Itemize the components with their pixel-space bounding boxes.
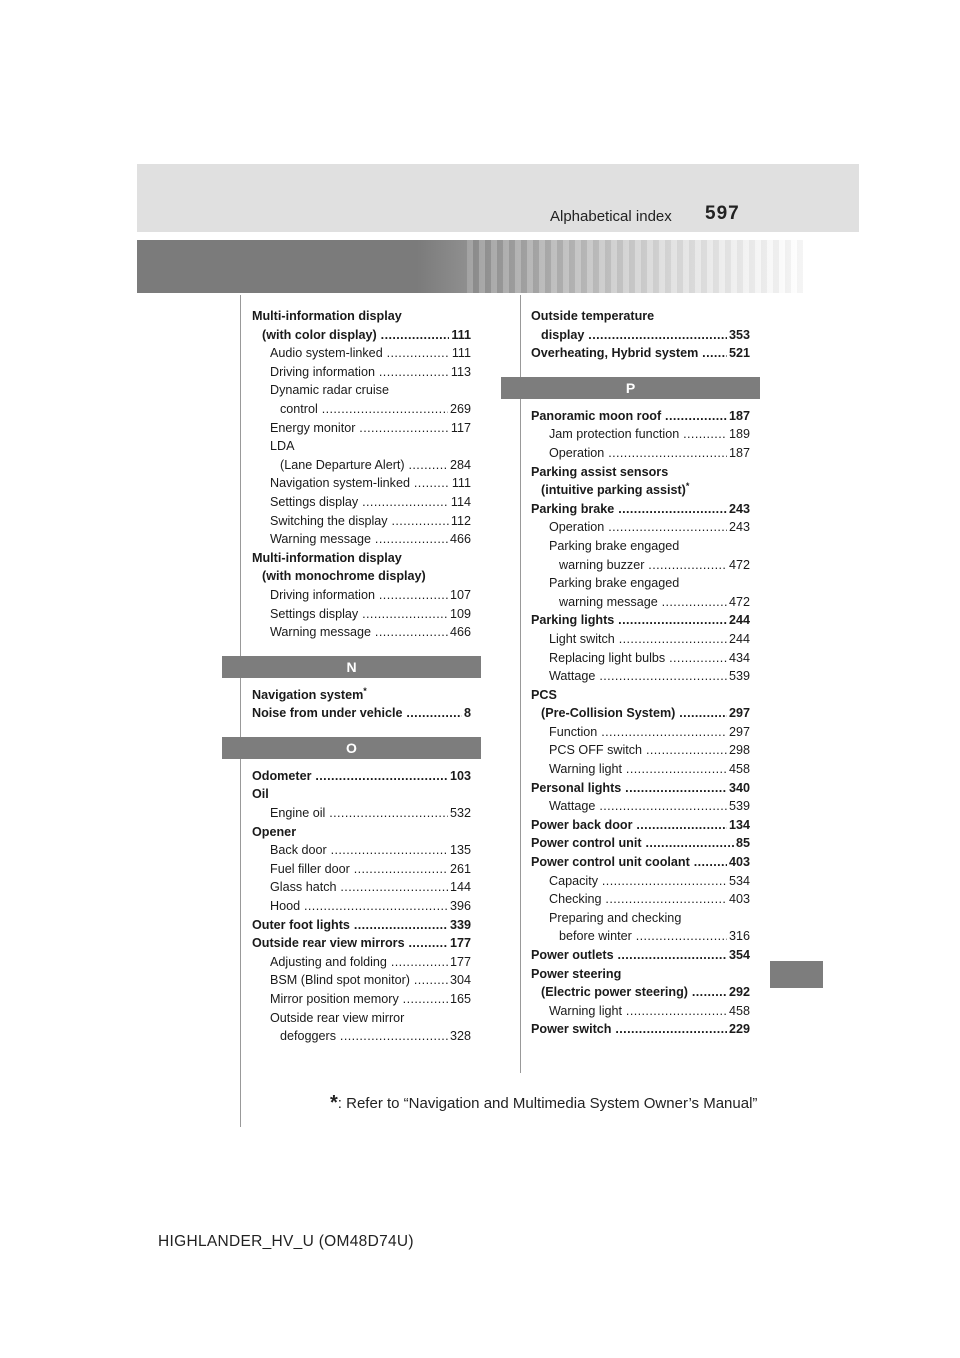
index-page-number: 297 (727, 723, 750, 742)
index-page-number: 284 (448, 456, 471, 475)
index-page-number: 112 (449, 512, 471, 531)
index-entry (252, 1009, 471, 1028)
index-entry-text: (with color display) (262, 327, 377, 342)
index-entry-text: Power control unit coolant (531, 855, 690, 870)
index-entry-text: Driving information (270, 587, 375, 602)
index-entry-text: Light switch (549, 631, 615, 646)
index-entry-text: Outside rear view mirrors (252, 936, 405, 951)
index-entry-text: Capacity (549, 873, 598, 888)
index-page-number: 403 (727, 890, 750, 909)
index-entry-text: Noise from under vehicle (252, 706, 403, 721)
index-entry-text: Back door (270, 843, 327, 858)
index-entry (252, 785, 471, 804)
index-entry-text: Function (549, 724, 598, 739)
index-entry (252, 953, 471, 972)
index-entry-text: Operation (549, 445, 605, 460)
index-entry-text: Power steering (531, 966, 622, 981)
index-entry-text: Warning light (549, 1003, 623, 1018)
index-entry-text: LDA (270, 439, 295, 454)
index-entry (531, 649, 750, 668)
index-entry (252, 530, 471, 549)
index-entry-text: Energy monitor (270, 420, 356, 435)
index-page-number: 396 (448, 897, 471, 916)
index-page-number: 534 (727, 872, 750, 891)
index-page-number: 111 (450, 344, 471, 363)
index-entry (531, 593, 750, 612)
footnote-text: : Refer to “Navigation and Multimedia System Owner’s Manual” (337, 1095, 758, 1112)
index-entry (531, 537, 750, 556)
index-entry-text: Outside temperature (531, 309, 655, 323)
index-page-number: 8 (462, 704, 471, 723)
index-entry (531, 307, 750, 326)
index-entry (531, 909, 750, 928)
index-entry (531, 344, 750, 363)
index-entry (531, 481, 750, 500)
index-page-number: 466 (448, 530, 471, 549)
index-entry (531, 927, 750, 946)
index-entry-text: Parking brake (531, 501, 615, 516)
index-entry (252, 493, 471, 512)
index-entry-text: Warning light (549, 762, 623, 777)
index-entry-text: BSM (Blind spot monitor) (270, 973, 410, 988)
index-entry-text: Wattage (549, 799, 596, 814)
index-page-number: 472 (727, 593, 750, 612)
index-entry (252, 767, 471, 786)
index-entry (252, 934, 471, 953)
index-page-number: 292 (727, 983, 750, 1002)
index-entry (531, 779, 750, 798)
index-entry-text: Preparing and checking (549, 910, 682, 925)
index-page-number: 244 (727, 630, 750, 649)
index-entry (252, 841, 471, 860)
index-entry-text: Wattage (549, 669, 596, 684)
index-entry-text: warning message (559, 594, 658, 609)
index-entry (252, 971, 471, 990)
left-margin-line (240, 295, 241, 1127)
index-entry-text: (Pre-Collision System) (541, 706, 676, 721)
index-entry (531, 630, 750, 649)
index-entry-text: Navigation system-linked (270, 476, 410, 491)
index-entry (252, 419, 471, 438)
index-page-number: 532 (448, 804, 471, 823)
index-page-number: 521 (727, 344, 750, 363)
index-entry (252, 437, 471, 456)
index-entry (531, 723, 750, 742)
index-entry (252, 381, 471, 400)
index-entry (252, 897, 471, 916)
index-entry (252, 804, 471, 823)
index-entry (531, 611, 750, 630)
index-entry (252, 990, 471, 1009)
index-entry-text: Driving information (270, 364, 375, 379)
index-entry-text: Mirror position memory (270, 992, 399, 1006)
index-entry (252, 400, 471, 419)
index-entry (531, 983, 750, 1002)
index-entry-text: Warning message (270, 625, 372, 640)
index-page-number: 229 (727, 1020, 750, 1039)
index-entry-text: (intuitive parking assist) (541, 483, 686, 498)
footnote-marker: * (330, 1092, 338, 1114)
index-entry-text: Multi-information display (252, 550, 402, 565)
index-entry (531, 574, 750, 593)
index-page-number: 243 (727, 518, 750, 537)
index-entry-text: Power control unit (531, 836, 642, 851)
index-entry-text: (Electric power steering) (541, 985, 688, 1000)
index-page-number: 144 (448, 878, 471, 897)
index-entry (252, 549, 471, 568)
index-entry (252, 916, 471, 935)
index-entry-text: Hood (270, 899, 301, 914)
index-entry (531, 741, 750, 760)
index-page-number: 111 (450, 474, 471, 493)
index-page-number: 113 (449, 363, 471, 382)
index-entry (252, 860, 471, 879)
index-entry-text: Engine oil (270, 806, 326, 821)
index-entry (531, 407, 750, 426)
index-page-number: 187 (727, 444, 750, 463)
index-entry-text: Power switch (531, 1022, 612, 1037)
index-entry-text: PCS OFF switch (549, 743, 643, 758)
manual-code: HIGHLANDER_HV_U (OM48D74U) (158, 1233, 414, 1250)
index-entry (531, 556, 750, 575)
index-entry-text: Adjusting and folding (270, 954, 387, 969)
index-entry-text: Odometer (252, 768, 312, 783)
index-entry (531, 686, 750, 705)
index-page-number: 117 (449, 419, 471, 438)
index-page-number: 340 (727, 779, 750, 798)
index-entry-text: Panoramic moon roof (531, 408, 662, 423)
index-page-number: 434 (727, 649, 750, 668)
index-page-number: 539 (727, 797, 750, 816)
index-entry-text: (with monochrome display) (262, 569, 426, 584)
index-page-number: 135 (448, 841, 471, 860)
index-page-number: 114 (449, 493, 471, 512)
index-entry (531, 890, 750, 909)
index-entry-text: Fuel filler door (270, 861, 350, 876)
index-entry-text: Parking assist sensors (531, 464, 669, 479)
index-page-number: 298 (727, 741, 750, 760)
index-entry-text: Checking (549, 892, 602, 907)
index-entry-text: Dynamic radar cruise (270, 383, 389, 398)
index-entry (252, 326, 471, 345)
index-page-number: 304 (448, 971, 471, 990)
section-title: Alphabetical index (550, 208, 672, 225)
index-page-number: 111 (449, 326, 471, 345)
index-page-number: 339 (448, 916, 471, 935)
chapter-tab (770, 961, 823, 988)
index-entry-text: Settings display (270, 494, 359, 509)
asterisk-icon: * (685, 481, 690, 491)
index-page-number: 316 (727, 927, 750, 946)
index-entry (252, 704, 471, 723)
index-page-number: 107 (448, 586, 471, 605)
index-entry (531, 965, 750, 984)
index-entry-text: Switching the display (270, 513, 388, 528)
index-entry (252, 344, 471, 363)
index-entry (252, 567, 471, 586)
index-entry-text: Outside rear view mirror (270, 1010, 405, 1025)
index-entry (531, 425, 750, 444)
index-page-number: 328 (448, 1027, 471, 1046)
page-number: 597 (705, 203, 740, 224)
index-entry-text: Audio system-linked (270, 346, 383, 361)
index-entry-text: Opener (252, 824, 297, 839)
index-entry (252, 474, 471, 493)
index-entry (252, 512, 471, 531)
index-page-number: 353 (727, 326, 750, 345)
index-entry (531, 463, 750, 482)
index-entry-text: Parking brake engaged (549, 538, 680, 553)
index-section-header: O (222, 737, 481, 759)
index-page-number: 187 (727, 407, 750, 426)
index-entry-text: Glass hatch (270, 880, 337, 895)
index-page-number: 189 (727, 425, 750, 444)
index-entry (252, 586, 471, 605)
index-entry-text: Multi-information display (252, 309, 402, 323)
index-entry (252, 686, 471, 705)
index-entry-text: Personal lights (531, 780, 622, 795)
index-entry (252, 307, 471, 326)
index-page-number: 134 (727, 816, 750, 835)
index-entry (531, 667, 750, 686)
index-entry-text: Jam protection function (549, 427, 680, 442)
index-entry-text: Operation (549, 520, 605, 535)
index-entry-text: before winter (559, 929, 632, 944)
index-entry-text: control (280, 401, 318, 416)
index-column-left (252, 307, 471, 1046)
index-entry-text: Overheating, Hybrid system (531, 346, 699, 361)
index-entry-text: Parking brake engaged (549, 576, 680, 591)
index-entry (531, 444, 750, 463)
index-entry-text: display (541, 327, 585, 342)
index-entry (531, 1020, 750, 1039)
index-entry (531, 853, 750, 872)
index-entry (531, 797, 750, 816)
footnote (330, 1092, 757, 1115)
index-page-number: 472 (727, 556, 750, 575)
index-entry-text: Oil (252, 787, 269, 802)
index-entry (252, 605, 471, 624)
index-entry (531, 704, 750, 723)
index-entry (252, 456, 471, 475)
index-page-number: 458 (727, 760, 750, 779)
decorative-gradient-band (137, 240, 804, 293)
index-page-number: 85 (734, 834, 750, 853)
index-page-number: 177 (448, 953, 471, 972)
index-entry-text: Power outlets (531, 948, 614, 962)
index-entry-text: Warning message (270, 532, 372, 547)
header-band (137, 164, 859, 232)
index-page-number: 165 (448, 990, 471, 1009)
index-entry-text: warning buzzer (559, 557, 645, 572)
index-entry (531, 500, 750, 519)
index-section-header: N (222, 656, 481, 678)
index-entry (531, 518, 750, 537)
index-entry (531, 760, 750, 779)
index-entry-text: (Lane Departure Alert) (280, 457, 405, 472)
index-entry-text: defoggers (280, 1029, 337, 1044)
index-entry (531, 946, 750, 965)
index-page-number: 261 (448, 860, 471, 879)
index-page-number: 297 (727, 704, 750, 723)
index-page-number: 244 (727, 611, 750, 630)
index-entry-text: Parking lights (531, 613, 615, 628)
index-entry (531, 872, 750, 891)
index-column-right (531, 307, 750, 1039)
index-page-number: 109 (448, 605, 471, 624)
index-entry (252, 878, 471, 897)
index-entry (531, 834, 750, 853)
column-divider-line (520, 295, 521, 1073)
index-entry (252, 823, 471, 842)
index-page-number: 458 (727, 1002, 750, 1021)
index-page-number: 243 (727, 500, 750, 519)
index-entry-text: Navigation system (252, 687, 364, 702)
index-entry-text: Power back door (531, 817, 633, 832)
index-page-number: 103 (448, 767, 471, 786)
index-entry-text: Outer foot lights (252, 917, 350, 932)
index-entry (252, 1027, 471, 1046)
index-page-number: 466 (448, 623, 471, 642)
index-page-number: 403 (727, 853, 750, 872)
index-page-number: 177 (448, 934, 471, 953)
index-entry (531, 1002, 750, 1021)
index-page-number: 354 (727, 946, 750, 965)
index-entry (252, 623, 471, 642)
index-page-number: 269 (448, 400, 471, 419)
index-entry-text: Settings display (270, 606, 359, 621)
index-entry (252, 363, 471, 382)
asterisk-icon: * (363, 685, 367, 696)
index-entry-text: Replacing light bulbs (549, 650, 666, 665)
index-entry-text: PCS (531, 687, 557, 702)
index-section-header: P (501, 377, 760, 399)
index-page-number: 539 (727, 667, 750, 686)
index-entry (531, 326, 750, 345)
index-entry (531, 816, 750, 835)
